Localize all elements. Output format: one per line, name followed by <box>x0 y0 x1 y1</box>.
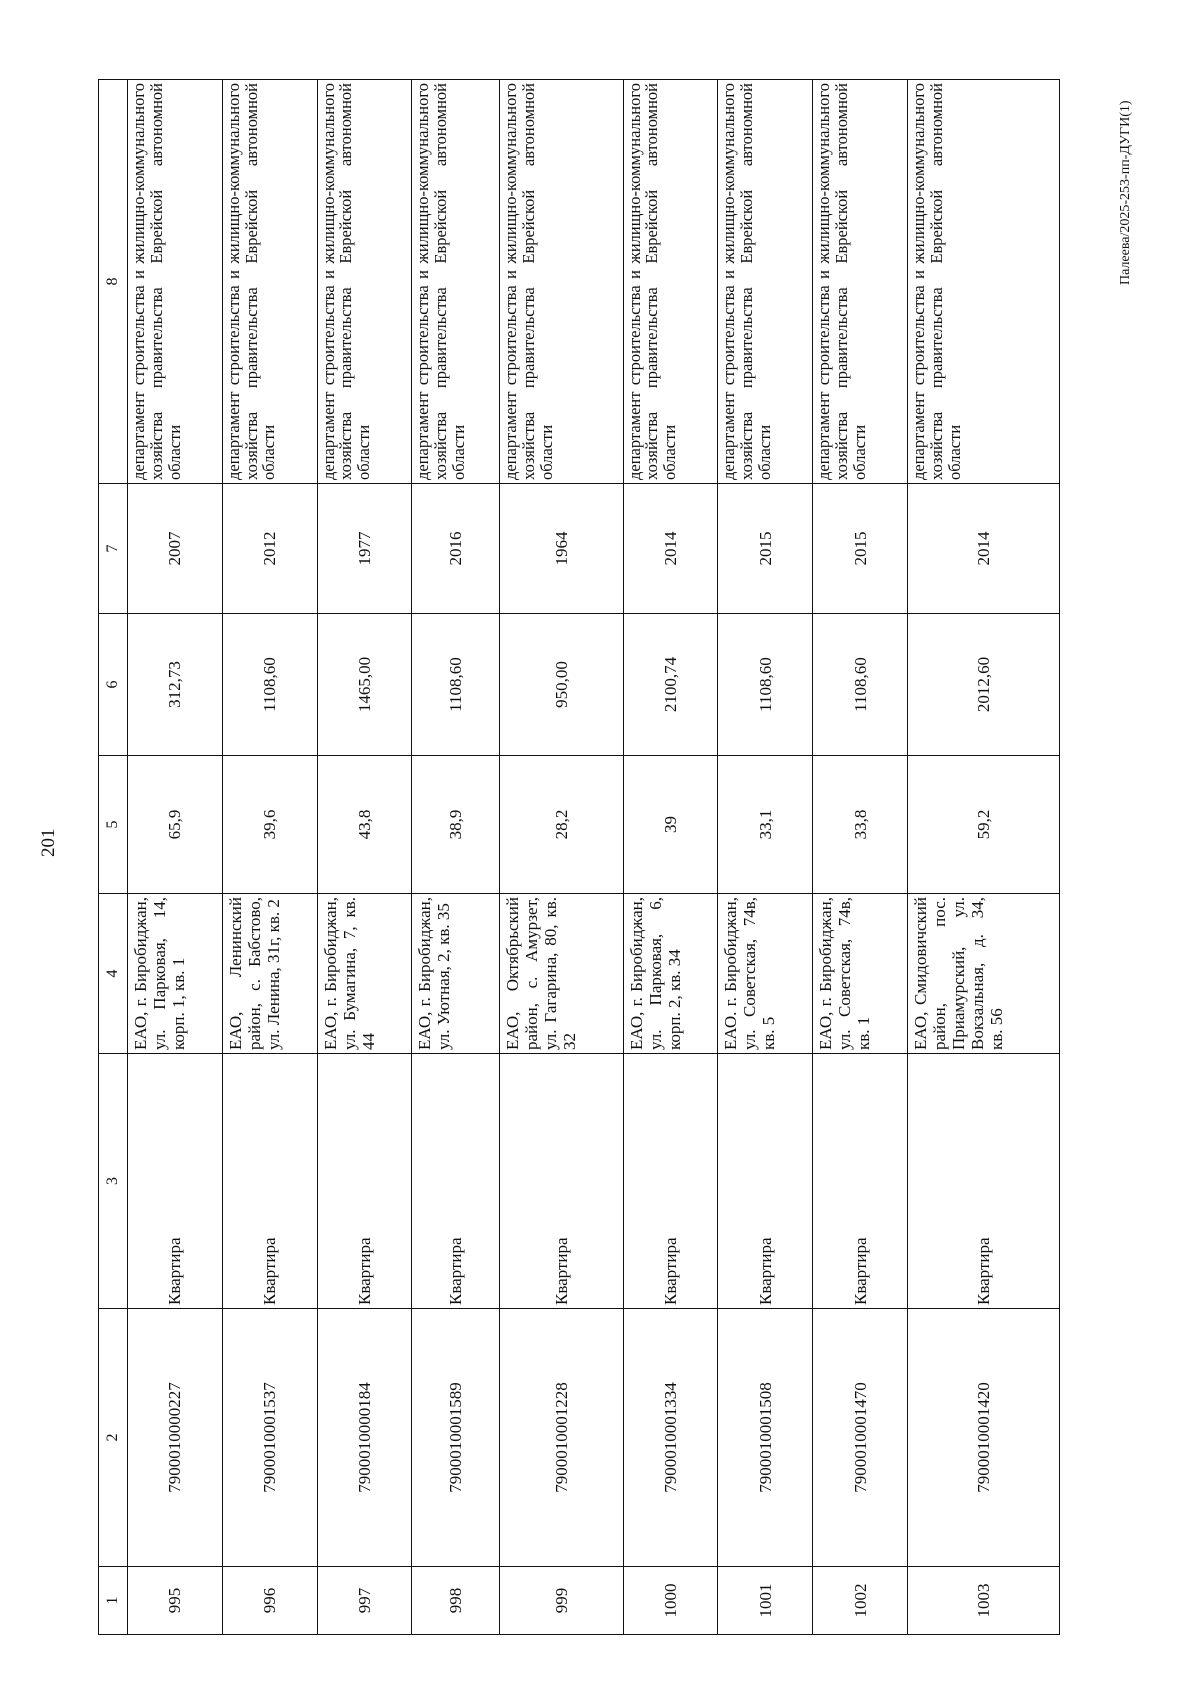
cell-registry-code: 7900010001537 <box>222 1309 317 1567</box>
cell-address: ЕАО, г. Биробиджан, ул. Парковая, 14, корп. 1, кв. 1 <box>128 894 223 1054</box>
column-header-2: 2 <box>99 1309 128 1567</box>
cell-registry-code: 7900010001589 <box>412 1309 500 1567</box>
column-header-6: 6 <box>99 614 128 756</box>
header-row <box>99 80 128 1635</box>
cell-value: 312,73 <box>128 614 223 756</box>
cell-area: 33,1 <box>718 756 813 894</box>
cell-object-type: Квартира <box>907 1054 1059 1309</box>
cell-registry-code: 7900010001508 <box>718 1309 813 1567</box>
cell-year: 2007 <box>128 484 223 614</box>
column-header-5: 5 <box>99 756 128 894</box>
cell-authority: департамент строительства и жилищно-коммунального хозяйства правительства Еврейской автономной области <box>500 80 623 484</box>
cell-address: ЕАО, г. Биробиджан, ул. Советская, 74в, кв. 1 <box>813 894 908 1054</box>
cell-year: 2016 <box>412 484 500 614</box>
cell-row-number: 1003 <box>907 1567 1059 1635</box>
cell-authority: департамент строительства и жилищно-коммунального хозяйства правительства Еврейской автономной области <box>317 80 412 484</box>
cell-row-number: 1001 <box>718 1567 813 1635</box>
table-row <box>907 80 1059 1635</box>
cell-object-type: Квартира <box>623 1054 718 1309</box>
property-table <box>98 79 1060 1635</box>
table-row <box>500 80 623 1635</box>
cell-row-number: 1002 <box>813 1567 908 1635</box>
document-code: Палеева/2025-253-пп-ДУГИ(1) <box>1118 100 1133 285</box>
cell-object-type: Квартира <box>500 1054 623 1309</box>
cell-registry-code: 7900010000227 <box>128 1309 223 1567</box>
cell-value: 2012,60 <box>907 614 1059 756</box>
table-row <box>718 80 813 1635</box>
cell-authority: департамент строительства и жилищно-коммунального хозяйства правительства Еврейской автономной области <box>623 80 718 484</box>
cell-address: ЕАО, Октябрьский район, с. Амурзет, ул. Гагарина, 80, кв. 32 <box>500 894 623 1054</box>
cell-area: 43,8 <box>317 756 412 894</box>
cell-object-type: Квартира <box>222 1054 317 1309</box>
cell-area: 28,2 <box>500 756 623 894</box>
cell-address: ЕАО, г. Биробиджан, ул. Бумагина, 7, кв. 44 <box>317 894 412 1054</box>
table-body <box>128 80 1060 1635</box>
cell-row-number: 995 <box>128 1567 223 1635</box>
cell-row-number: 999 <box>500 1567 623 1635</box>
cell-area: 39,6 <box>222 756 317 894</box>
cell-year: 1977 <box>317 484 412 614</box>
cell-row-number: 997 <box>317 1567 412 1635</box>
cell-address: ЕАО, Смидовичский район, пос. Приамурский, ул. Вокзальная, д. 34, кв. 56 <box>907 894 1059 1054</box>
cell-value: 1465,00 <box>317 614 412 756</box>
cell-object-type: Квартира <box>813 1054 908 1309</box>
cell-authority: департамент строительства и жилищно-коммунального хозяйства правительства Еврейской автономной области <box>412 80 500 484</box>
cell-area: 39 <box>623 756 718 894</box>
column-header-1: 1 <box>99 1567 128 1635</box>
cell-authority: департамент строительства и жилищно-коммунального хозяйства правительства Еврейской автономной области <box>222 80 317 484</box>
cell-registry-code: 7900010000184 <box>317 1309 412 1567</box>
cell-row-number: 998 <box>412 1567 500 1635</box>
cell-object-type: Квартира <box>317 1054 412 1309</box>
cell-address: ЕАО, г. Биробиджан, ул. Уютная, 2, кв. 35 <box>412 894 500 1054</box>
column-header-3: 3 <box>99 1054 128 1309</box>
table-row <box>813 80 908 1635</box>
cell-object-type: Квартира <box>718 1054 813 1309</box>
cell-year: 2012 <box>222 484 317 614</box>
cell-value: 950,00 <box>500 614 623 756</box>
cell-registry-code: 7900010001420 <box>907 1309 1059 1567</box>
cell-value: 1108,60 <box>222 614 317 756</box>
cell-value: 1108,60 <box>412 614 500 756</box>
cell-authority: департамент строительства и жилищно-коммунального хозяйства правительства Еврейской автономной области <box>718 80 813 484</box>
cell-authority: департамент строительства и жилищно-коммунального хозяйства правительства Еврейской автономной области <box>813 80 908 484</box>
cell-row-number: 1000 <box>623 1567 718 1635</box>
cell-address: ЕАО. г. Биробиджан, ул. Советская, 74в, кв. 5 <box>718 894 813 1054</box>
column-header-4: 4 <box>99 894 128 1054</box>
cell-value: 1108,60 <box>813 614 908 756</box>
cell-value: 2100,74 <box>623 614 718 756</box>
cell-area: 33,8 <box>813 756 908 894</box>
property-table-sheet <box>98 80 1060 1635</box>
page-number: 201 <box>38 828 59 857</box>
table-row <box>222 80 317 1635</box>
cell-year: 1964 <box>500 484 623 614</box>
cell-address: ЕАО, г. Биробиджан, ул. Парковая, 6, корп. 2, кв. 34 <box>623 894 718 1054</box>
cell-area: 59,2 <box>907 756 1059 894</box>
cell-year: 2014 <box>907 484 1059 614</box>
table-row <box>623 80 718 1635</box>
cell-registry-code: 7900010001334 <box>623 1309 718 1567</box>
cell-value: 1108,60 <box>718 614 813 756</box>
column-header-7: 7 <box>99 484 128 614</box>
cell-year: 2014 <box>623 484 718 614</box>
table-row <box>412 80 500 1635</box>
column-header-8: 8 <box>99 80 128 484</box>
cell-address: ЕАО, Ленинский район, с. Бабстово, ул. Ленина, 31г, кв. 2 <box>222 894 317 1054</box>
table-row <box>128 80 223 1635</box>
cell-registry-code: 7900010001470 <box>813 1309 908 1567</box>
cell-authority: департамент строительства и жилищно-коммунального хозяйства правительства Еврейской автономной области <box>128 80 223 484</box>
cell-year: 2015 <box>718 484 813 614</box>
cell-year: 2015 <box>813 484 908 614</box>
cell-row-number: 996 <box>222 1567 317 1635</box>
cell-object-type: Квартира <box>128 1054 223 1309</box>
cell-registry-code: 7900010001228 <box>500 1309 623 1567</box>
cell-authority: департамент строительства и жилищно-коммунального хозяйства правительства Еврейской автономной области <box>907 80 1059 484</box>
cell-area: 65,9 <box>128 756 223 894</box>
cell-area: 38,9 <box>412 756 500 894</box>
cell-object-type: Квартира <box>412 1054 500 1309</box>
table-row <box>317 80 412 1635</box>
